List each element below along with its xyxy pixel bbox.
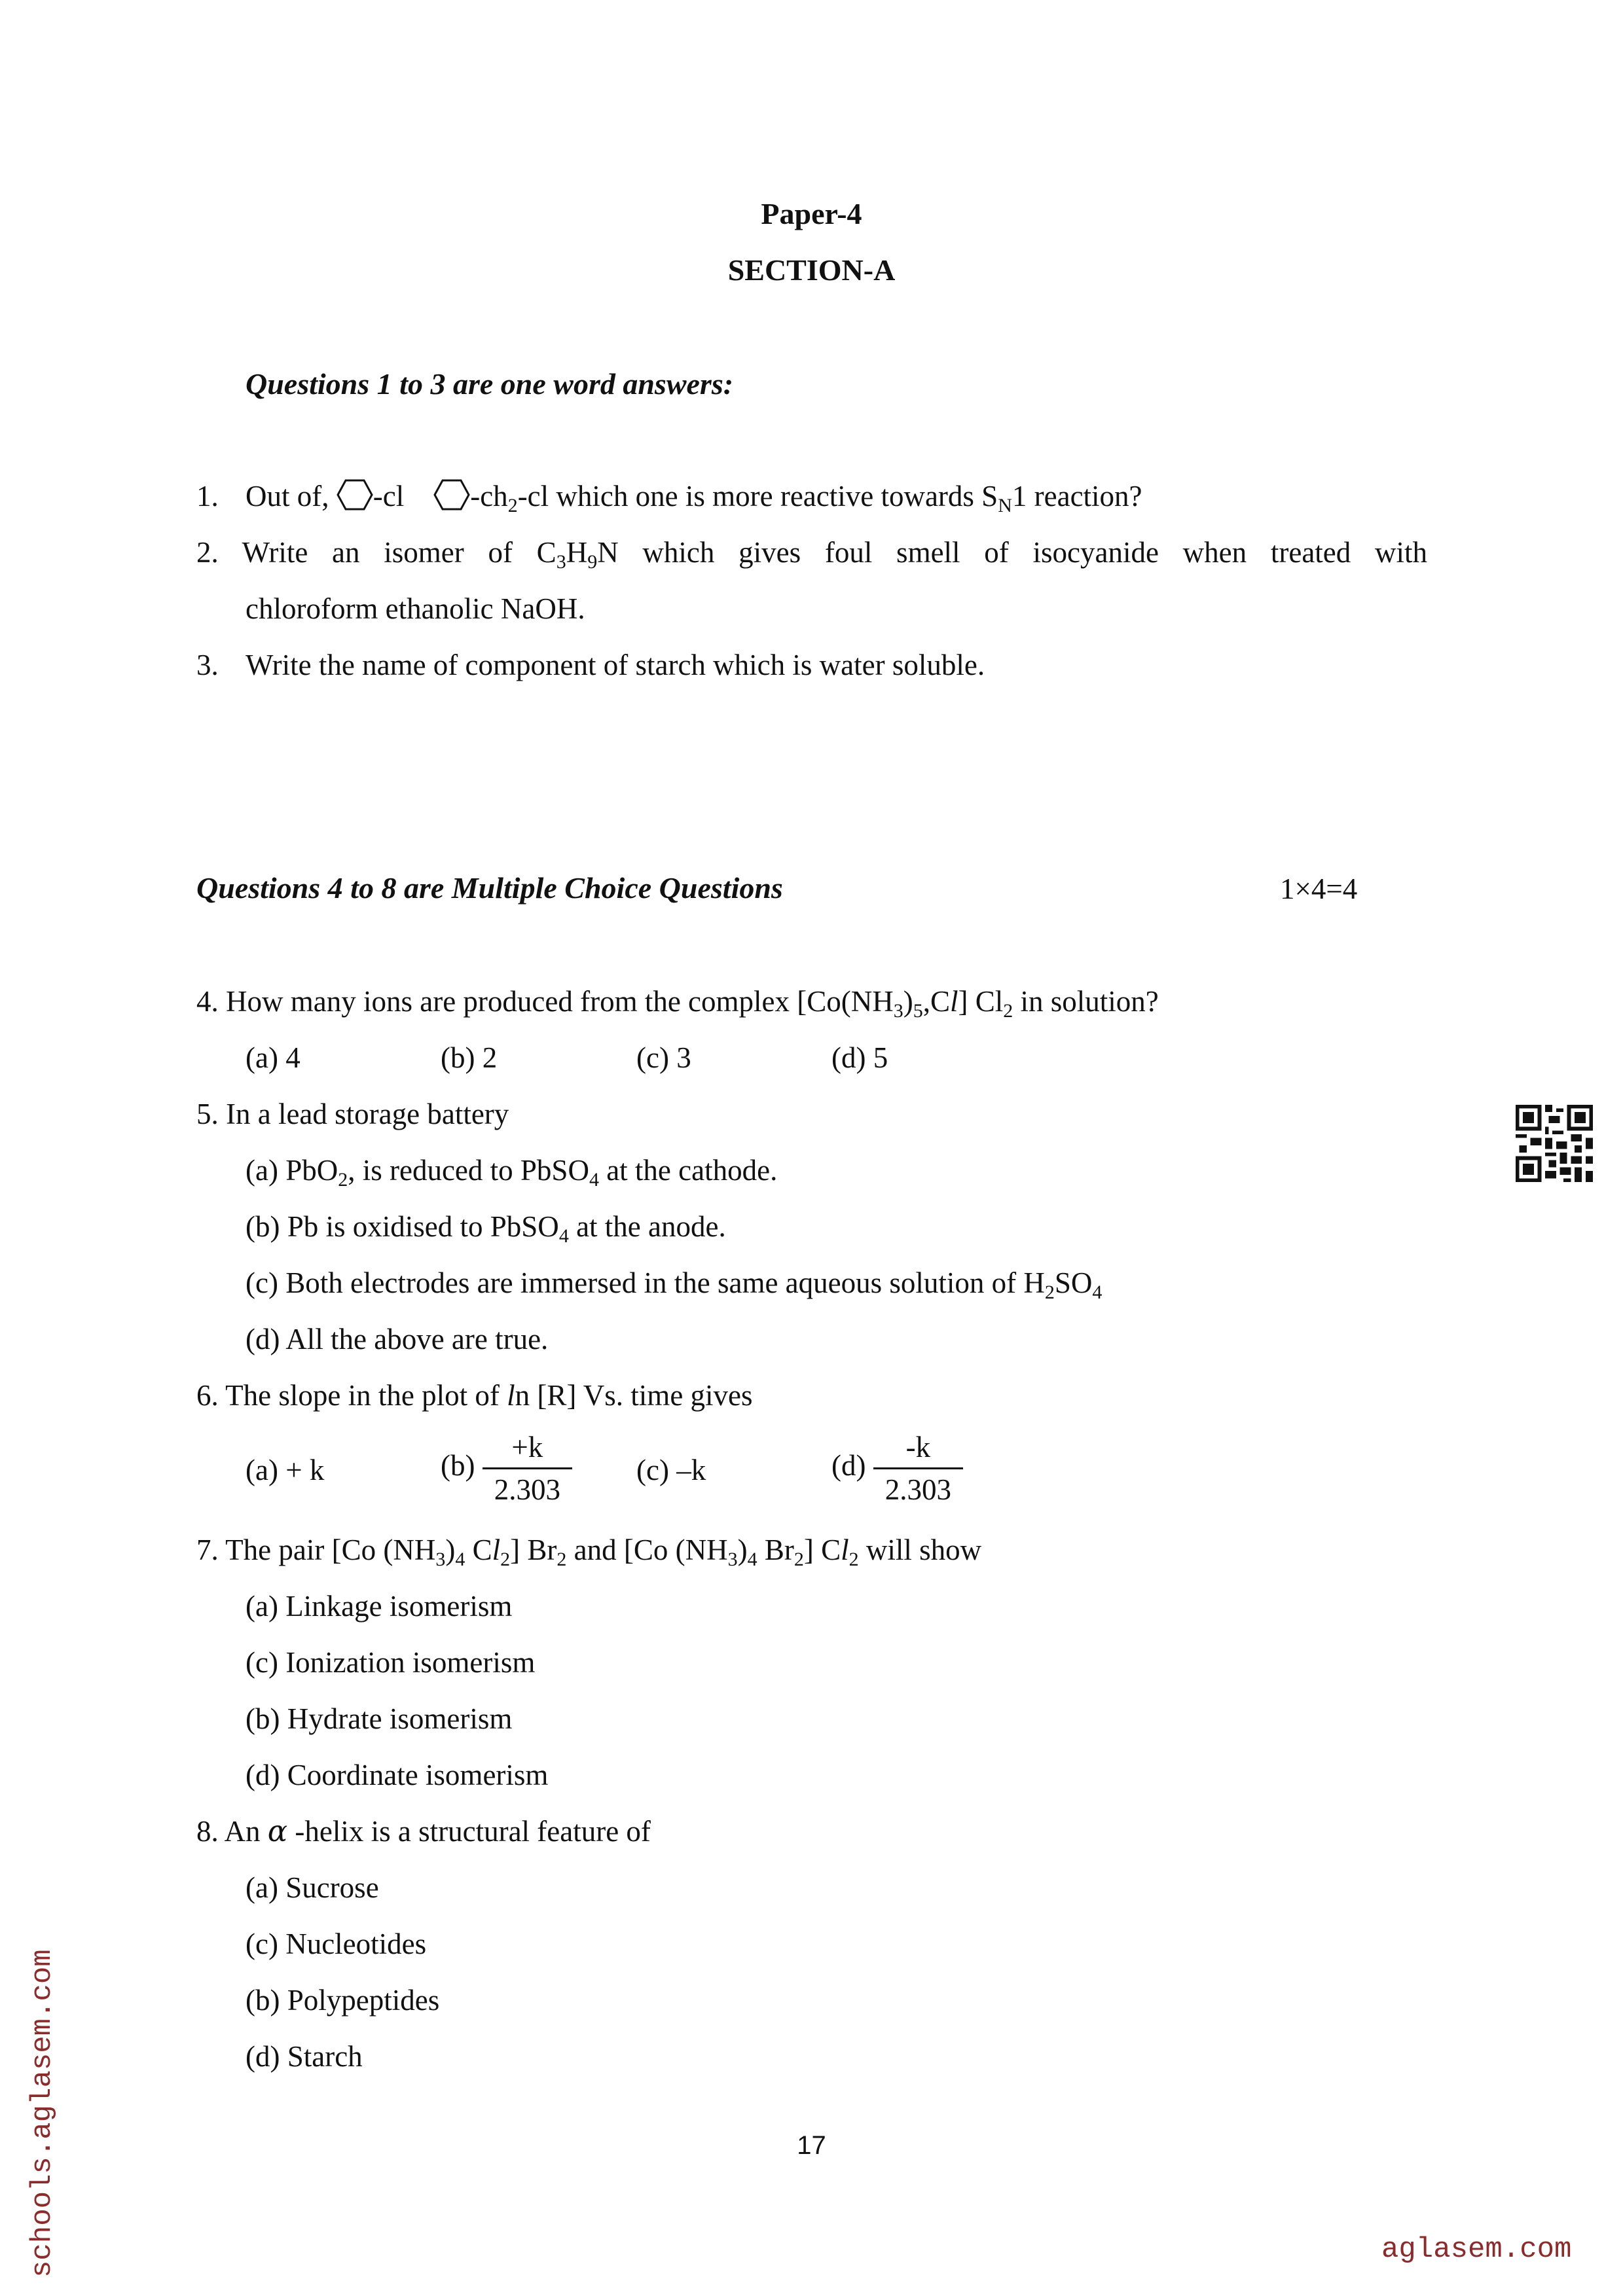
q4-option-d: (d) 5 (831, 1041, 888, 1074)
q5-option-b: (b) Pb is oxidised to PbSO$_4$ at the anode. (246, 1210, 726, 1247)
watermark-left: schools.aglasem.com (26, 1949, 59, 2278)
instruction-mcq: Questions 4 to 8 are Multiple Choice Questions (196, 871, 783, 905)
paper-title: Paper-4 (761, 197, 862, 230)
question-5: 5. In a lead storage battery (196, 1098, 509, 1130)
q8-option-4: (d) Starch (246, 2040, 363, 2073)
question-4: 4. How many ions are produced from the complex $[Co(NH_3)_5,Cl]$ $Cl_2$ in solution? (196, 985, 1159, 1022)
q6-option-b: (b) $\frac{+k}{2.303}$ (441, 1427, 572, 1510)
question-2: 2. Write an isomer of $C_3H_9N$ which gives foul smell of isocyanide when treated with (196, 536, 1428, 573)
q8-option-3: (b) Polypeptides (246, 1984, 440, 2017)
question-8: 8. An α -helix is a structural feature of (196, 1814, 651, 1848)
q4-option-a: (a) 4 (246, 1041, 301, 1074)
q6-option-d: (d) $\frac{-k}{2.303}$ (831, 1427, 963, 1510)
q7-option-2: (c) Ionization isomerism (246, 1646, 536, 1679)
q8-option-1: (a) Sucrose (246, 1871, 379, 1904)
question-1-body: Out of, -cl $-ch_2-cl$ which one is more reactive towards $S_N1$ reaction? (246, 478, 1142, 520)
question-1: 1. (196, 480, 219, 512)
instruction-one-word: Questions 1 to 3 are one word answers: (246, 367, 734, 401)
q5-option-a: (a) PbO$_2$, is reduced to PbSO$_4$ at the cathode. (246, 1154, 778, 1191)
fraction: $\frac{+k}{2.303}$ (483, 1427, 572, 1510)
q7-option-1: (a) Linkage isomerism (246, 1590, 513, 1623)
qr-code-icon (1516, 1105, 1593, 1185)
q4-option-b: (b) 2 (441, 1041, 498, 1074)
q5-option-d: (d) All the above are true. (246, 1323, 549, 1355)
question-2-line2: chloroform ethanolic NaOH. (246, 592, 585, 625)
benzene-ring-icon (433, 478, 470, 520)
section-title: SECTION-A (727, 253, 896, 287)
benzene-ring-icon (337, 478, 373, 520)
question-6: 6. The slope in the plot of ln [R] Vs. time gives (196, 1379, 753, 1412)
q4-option-c: (c) 3 (636, 1041, 691, 1074)
fraction: $\frac{-k}{2.303}$ (873, 1427, 963, 1510)
q7-option-4: (d) Coordinate isomerism (246, 1759, 549, 1791)
q5-option-c: (c) Both electrodes are immersed in the same aqueous solution of $H_2SO_4$ (246, 1266, 1103, 1303)
question-3: 3. (196, 649, 219, 681)
q6-option-a: (a) + k (246, 1454, 325, 1486)
q6-option-c: (c) –k (636, 1454, 706, 1486)
question-3-body: Write the name of component of starch which is water soluble. (246, 649, 985, 681)
marks-label: 1×4=4 (1280, 872, 1358, 905)
page-number: 17 (797, 2131, 826, 2160)
watermark-right: aglasem.com (1381, 2233, 1572, 2266)
q7-option-3: (b) Hydrate isomerism (246, 1702, 513, 1735)
q8-option-2: (c) Nucleotides (246, 1928, 427, 1960)
question-7: 7. The pair [Co $(NH_3)_4$ $Cl_2$] $Br_2$ and [Co $(NH_3)_4$ $Br_2$] $Cl_2$ will show (196, 1534, 982, 1570)
